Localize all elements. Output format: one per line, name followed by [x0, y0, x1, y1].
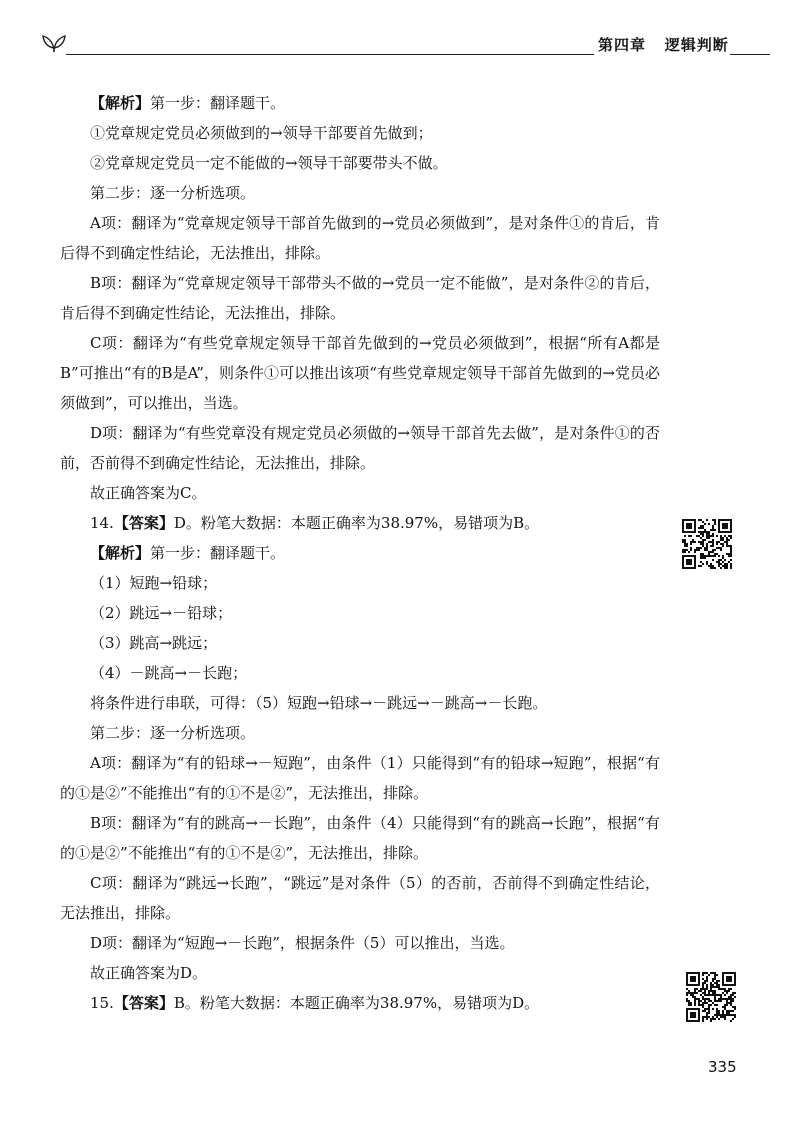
- paragraph: [60, 268, 660, 328]
- paragraph: [60, 508, 660, 538]
- section-tag: 【答案】: [113, 514, 174, 532]
- section-tag: 【答案】: [113, 994, 174, 1012]
- paragraph-text: D项：翻译为“有些党章没有规定党员必须做的→领导干部首先去做”，是对条件①的否前，否前得不到确定性结论，无法推出，排除。: [60, 424, 660, 472]
- paragraph: [60, 118, 660, 148]
- paragraph: [60, 658, 660, 688]
- paragraph: [60, 178, 660, 208]
- question-number: 15.: [90, 994, 114, 1012]
- page-number: 335: [708, 1058, 737, 1076]
- section-tag: 【解析】: [90, 94, 151, 112]
- paragraph-text: A项：翻译为“有的铅球→－短跑”，由条件（1）只能得到“有的铅球→短跑”，根据“有的①是②”不能推出“有的①不是②”，无法推出，排除。: [60, 754, 660, 802]
- paragraph-text: 故正确答案为C。: [90, 484, 207, 502]
- body-text: [60, 88, 660, 1018]
- paragraph-text: A项：翻译为“党章规定领导干部首先做到的→党员必须做到”，是对条件①的肯后，肯后得不到确定性结论，无法推出，排除。: [60, 214, 660, 262]
- paragraph-text: B。粉笔大数据：本题正确率为38.97%，易错项为D。: [173, 994, 540, 1012]
- paragraph: [60, 748, 660, 808]
- paragraph-text: C项：翻译为“有些党章规定领导干部首先做到的→党员必须做到”，根据“所有A都是B”可推出“有的B是A”，则条件①可以推出该项“有些党章规定领导干部首先做到的→党员必须做到”，可以推出，当选。: [60, 334, 660, 412]
- paragraph-text: ①党章规定党员必须做到的→领导干部要首先做到；: [90, 124, 433, 142]
- paragraph: [60, 148, 660, 178]
- paragraph-text: （1）短跑→铅球；: [90, 574, 218, 592]
- paragraph: [60, 88, 660, 118]
- chapter-label: 第四章: [598, 36, 647, 54]
- paragraph-text: （4）－跳高→－长跑；: [90, 664, 248, 682]
- paragraph-text: 第二步：逐一分析选项。: [90, 724, 256, 742]
- running-header: [40, 30, 750, 62]
- paragraph-text: D项：翻译为“短跑→－长跑”，根据条件（5）可以推出，当选。: [90, 934, 515, 952]
- paragraph: [60, 928, 660, 958]
- leaf-icon: [40, 32, 68, 54]
- paragraph-text: D。粉笔大数据：本题正确率为38.97%，易错项为B。: [173, 514, 540, 532]
- qr-code-icon: [682, 519, 732, 569]
- paragraph: [60, 868, 660, 928]
- paragraph: [60, 808, 660, 868]
- header-title: [594, 34, 733, 55]
- paragraph-text: B项：翻译为“有的跳高→－长跑”，由条件（4）只能得到“有的跳高→长跑”，根据“有的①是②”不能推出“有的①不是②”，无法推出，排除。: [60, 814, 660, 862]
- paragraph: [60, 718, 660, 748]
- header-rule-right: [730, 54, 770, 55]
- paragraph: [60, 418, 660, 478]
- paragraph-text: C项：翻译为“跳远→长跑”，“跳远”是对条件（5）的否前，否前得不到确定性结论，无法推出，排除。: [60, 874, 660, 922]
- question-number: 14.: [90, 514, 114, 532]
- paragraph: [60, 958, 660, 988]
- paragraph: [60, 628, 660, 658]
- section-tag: 【解析】: [90, 544, 151, 562]
- paragraph-text: 故正确答案为D。: [90, 964, 208, 982]
- paragraph-text: 将条件进行串联，可得：（5）短跑→铅球→－跳远→－跳高→－长跑。: [90, 694, 548, 712]
- paragraph-text: 第二步：逐一分析选项。: [90, 184, 256, 202]
- chapter-title: 逻辑判断: [664, 36, 729, 54]
- paragraph-text: 第一步：翻译题干。: [150, 94, 286, 112]
- paragraph-text: 第一步：翻译题干。: [150, 544, 286, 562]
- paragraph: [60, 988, 660, 1018]
- paragraph: [60, 208, 660, 268]
- paragraph: [60, 688, 660, 718]
- paragraph: [60, 598, 660, 628]
- paragraph-text: B项：翻译为“党章规定领导干部带头不做的→党员一定不能做”，是对条件②的肯后，肯后得不到确定性结论，无法推出，排除。: [60, 274, 660, 322]
- paragraph-text: （3）跳高→跳远；: [90, 634, 218, 652]
- paragraph: [60, 328, 660, 418]
- paragraph-text: ②党章规定党员一定不能做的→领导干部要带头不做。: [90, 154, 448, 172]
- qr-code-icon: [686, 972, 736, 1022]
- paragraph-text: （2）跳远→－铅球；: [90, 604, 233, 622]
- paragraph: [60, 538, 660, 568]
- paragraph: [60, 568, 660, 598]
- paragraph: [60, 478, 660, 508]
